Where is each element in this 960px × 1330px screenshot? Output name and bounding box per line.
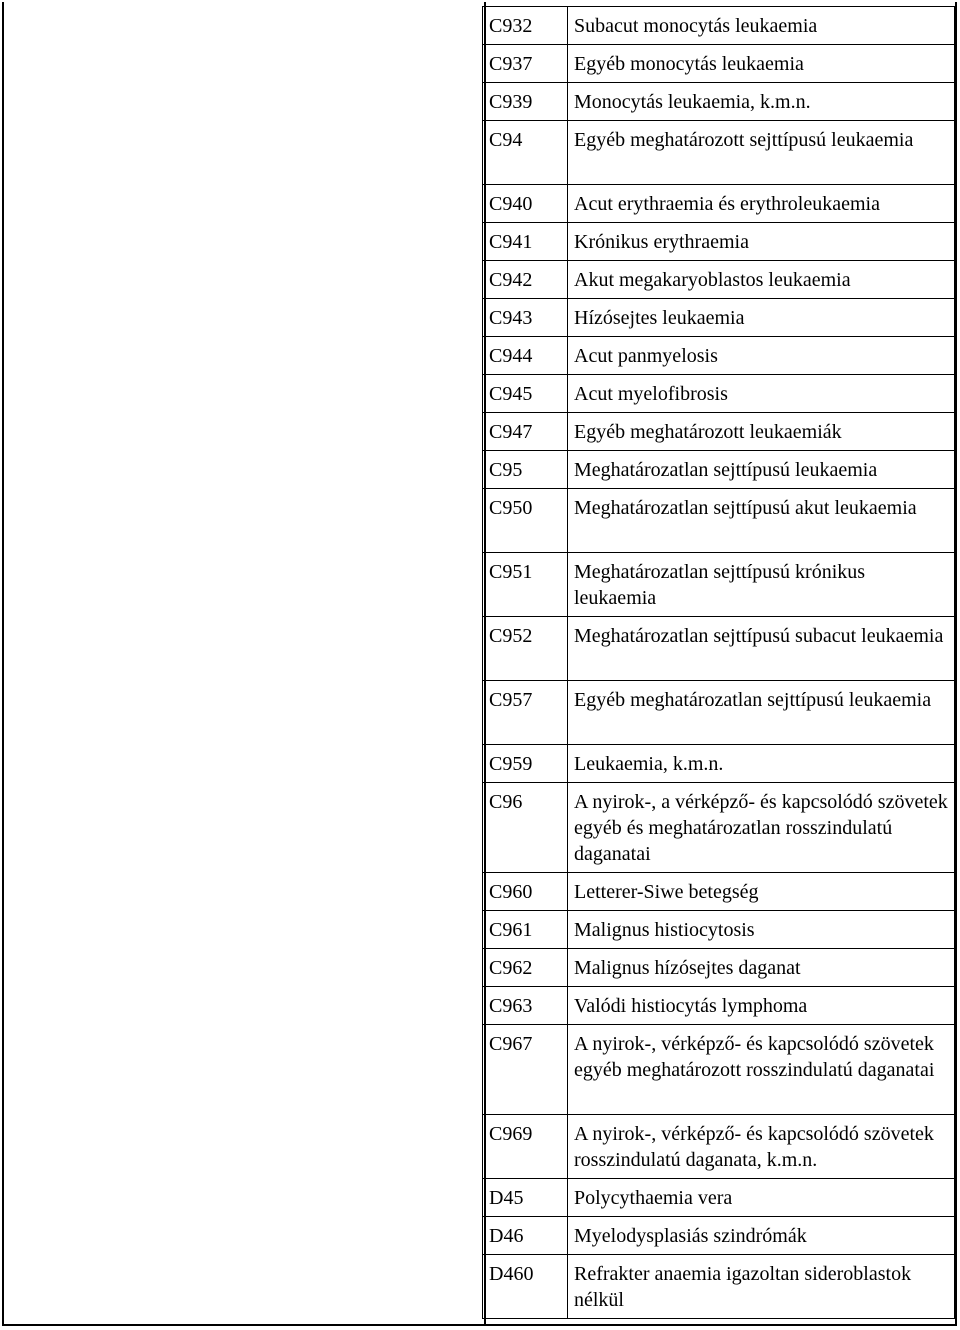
table-row	[483, 223, 955, 261]
table-row	[483, 987, 955, 1025]
table-row	[483, 617, 955, 681]
table-row	[483, 45, 955, 83]
description-cell: Acut erythraemia és erythroleukaemia	[568, 185, 955, 223]
code-cell: D460	[483, 1255, 568, 1319]
description-cell: Valódi histiocytás lymphoma	[568, 987, 955, 1025]
code-cell: C940	[483, 185, 568, 223]
code-cell: C942	[483, 261, 568, 299]
description-cell: Egyéb meghatározatlan sejttípusú leukaemia	[568, 681, 955, 745]
table-row	[483, 413, 955, 451]
table-row	[483, 745, 955, 783]
description-cell: Myelodysplasiás szindrómák	[568, 1217, 955, 1255]
code-cell: C961	[483, 911, 568, 949]
code-cell: C950	[483, 489, 568, 553]
description-cell: Hízósejtes leukaemia	[568, 299, 955, 337]
table-row	[483, 553, 955, 617]
code-cell: C95	[483, 451, 568, 489]
description-cell: Refrakter anaemia igazoltan sideroblastok nélkül	[568, 1255, 955, 1319]
table-row	[483, 873, 955, 911]
description-cell: Meghatározatlan sejttípusú krónikus leukaemia	[568, 553, 955, 617]
description-cell: Subacut monocytás leukaemia	[568, 7, 955, 45]
table-row	[483, 7, 955, 45]
description-cell: Egyéb monocytás leukaemia	[568, 45, 955, 83]
table-row	[483, 489, 955, 553]
code-cell: C939	[483, 83, 568, 121]
table-row	[483, 185, 955, 223]
code-cell: C969	[483, 1115, 568, 1179]
table-row	[483, 1025, 955, 1115]
code-cell: C943	[483, 299, 568, 337]
icd-code-table	[482, 6, 955, 1319]
table-row	[483, 1255, 955, 1319]
code-cell: C944	[483, 337, 568, 375]
code-cell: C96	[483, 783, 568, 873]
code-cell: C951	[483, 553, 568, 617]
code-cell: C941	[483, 223, 568, 261]
blank-left-column	[4, 2, 486, 1324]
table-row	[483, 83, 955, 121]
description-cell: Malignus histiocytosis	[568, 911, 955, 949]
code-cell: C962	[483, 949, 568, 987]
description-cell: Egyéb meghatározott leukaemiák	[568, 413, 955, 451]
table-row	[483, 121, 955, 185]
table-row	[483, 1217, 955, 1255]
code-cell: C932	[483, 7, 568, 45]
code-cell: D45	[483, 1179, 568, 1217]
description-cell: Letterer-Siwe betegség	[568, 873, 955, 911]
code-cell: C952	[483, 617, 568, 681]
code-cell: C967	[483, 1025, 568, 1115]
table-row	[483, 299, 955, 337]
code-cell: C94	[483, 121, 568, 185]
description-cell: Egyéb meghatározott sejttípusú leukaemia	[568, 121, 955, 185]
code-cell: C947	[483, 413, 568, 451]
description-cell: Malignus hízósejtes daganat	[568, 949, 955, 987]
code-cell: C963	[483, 987, 568, 1025]
description-cell: Acut myelofibrosis	[568, 375, 955, 413]
description-cell: Polycythaemia vera	[568, 1179, 955, 1217]
description-cell: A nyirok-, a vérképző- és kapcsolódó szövetek egyéb és meghatározatlan rosszindulatú daganatai	[568, 783, 955, 873]
code-cell: C937	[483, 45, 568, 83]
table-row	[483, 949, 955, 987]
description-cell: A nyirok-, vérképző- és kapcsolódó szövetek egyéb meghatározott rosszindulatú daganatai	[568, 1025, 955, 1115]
description-cell: Meghatározatlan sejttípusú akut leukaemia	[568, 489, 955, 553]
code-cell: C959	[483, 745, 568, 783]
code-cell: D46	[483, 1217, 568, 1255]
table-row	[483, 375, 955, 413]
description-cell: Krónikus erythraemia	[568, 223, 955, 261]
description-cell: Meghatározatlan sejttípusú subacut leukaemia	[568, 617, 955, 681]
table-row	[483, 681, 955, 745]
description-cell: Meghatározatlan sejttípusú leukaemia	[568, 451, 955, 489]
description-cell: A nyirok-, vérképző- és kapcsolódó szövetek rosszindulatú daganata, k.m.n.	[568, 1115, 955, 1179]
table-row	[483, 337, 955, 375]
table-row	[483, 261, 955, 299]
table-row	[483, 1115, 955, 1179]
description-cell: Monocytás leukaemia, k.m.n.	[568, 83, 955, 121]
code-cell: C960	[483, 873, 568, 911]
description-cell: Acut panmyelosis	[568, 337, 955, 375]
table-row	[483, 451, 955, 489]
table-row	[483, 783, 955, 873]
code-cell: C945	[483, 375, 568, 413]
table-row	[483, 1179, 955, 1217]
description-cell: Akut megakaryoblastos leukaemia	[568, 261, 955, 299]
description-cell: Leukaemia, k.m.n.	[568, 745, 955, 783]
table-row	[483, 911, 955, 949]
code-cell: C957	[483, 681, 568, 745]
